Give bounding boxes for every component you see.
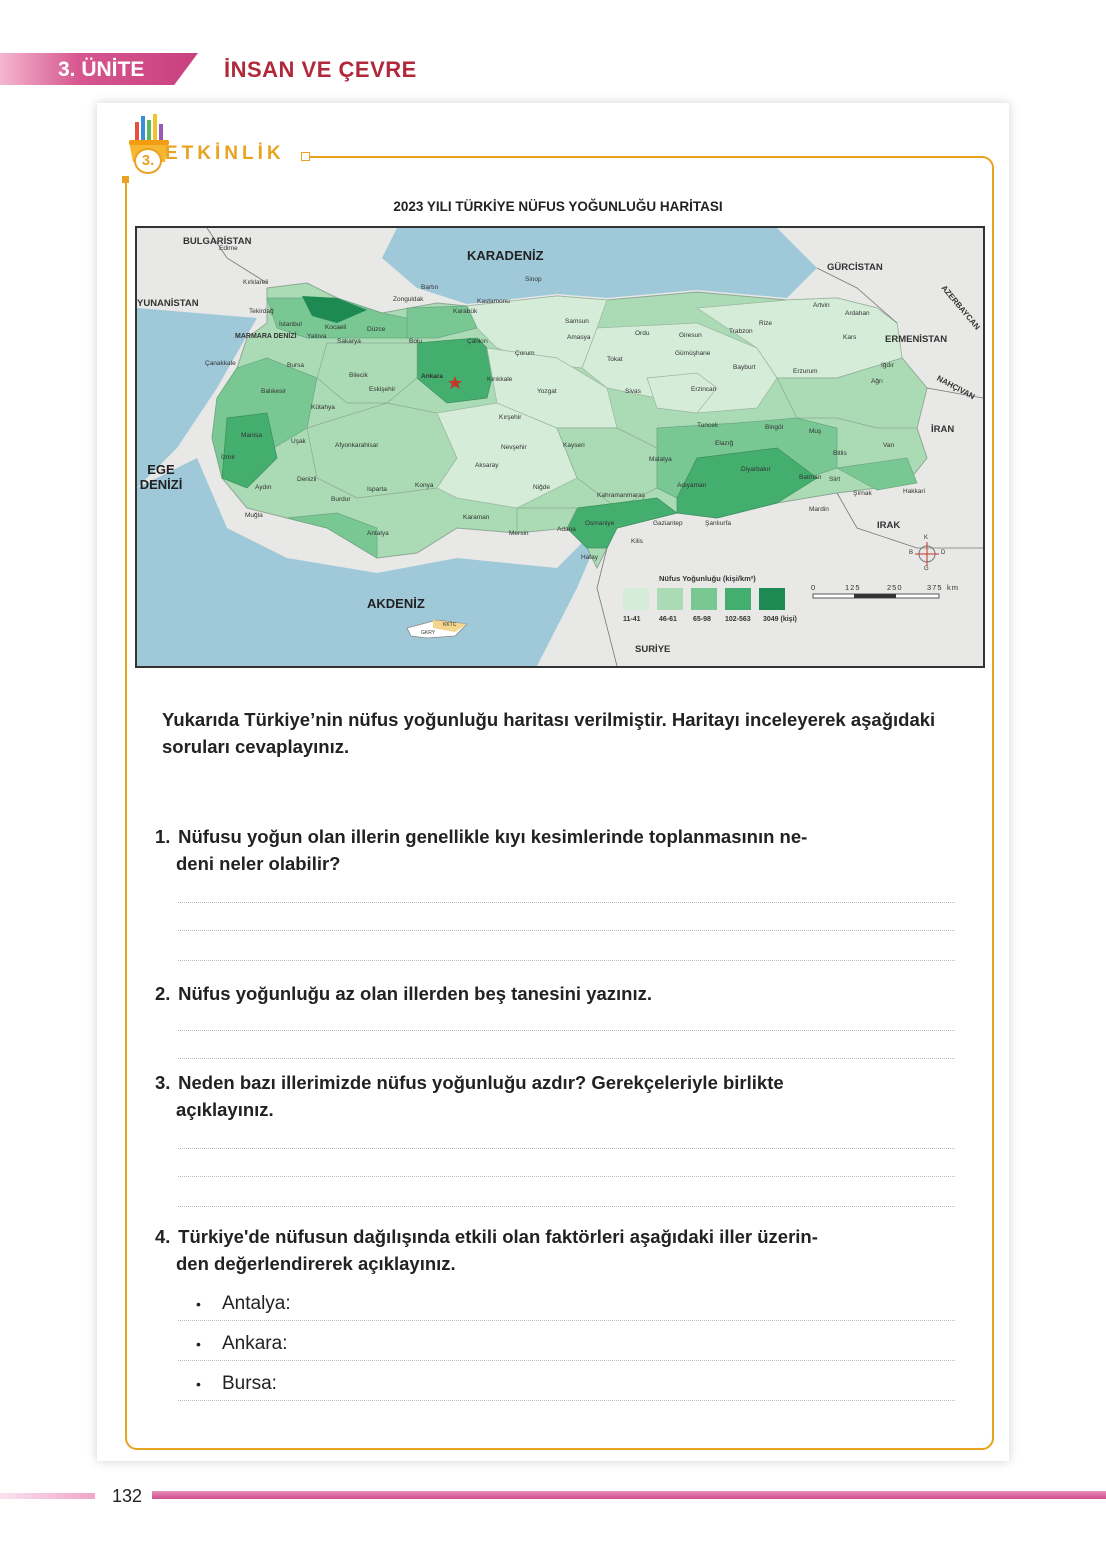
city-label: Van — [883, 442, 895, 449]
city-label: Siirt — [829, 476, 841, 483]
city-label: Erzincan — [691, 386, 717, 393]
city-label: Bolu — [409, 338, 423, 345]
city-label: Şırnak — [853, 490, 872, 497]
city-label: İzmir — [221, 454, 236, 461]
city-label: Uşak — [291, 438, 306, 445]
city-label: Ağrı — [871, 378, 883, 385]
city-label: Çanakkale — [205, 360, 236, 367]
legend-swatch — [759, 588, 785, 610]
city-label: Mardin — [809, 506, 829, 513]
unit-label: 3. ÜNİTE — [58, 58, 145, 81]
city-label: Amasya — [567, 334, 591, 341]
legend-label: 46-61 — [659, 616, 677, 623]
legend-swatch — [657, 588, 683, 610]
city-label: Denizli — [297, 476, 317, 483]
city-label: Afyonkarahisar — [335, 442, 379, 449]
city-label: Bingöl — [765, 424, 784, 431]
intro-text: Yukarıda Türkiye’nin nüfus yoğunluğu haritası verilmiştir. Haritayı inceleyerek aşağıdaki soruları cevaplayınız. — [162, 709, 936, 757]
city-label: Niğde — [533, 484, 550, 491]
compass-label: D — [941, 550, 946, 556]
country-label: IRAK — [877, 520, 901, 531]
map-title: 2023 YILI TÜRKİYE NÜFUS YOĞUNLUĞU HARİTASI — [393, 199, 723, 214]
city-label: Aydın — [255, 484, 272, 491]
city-label: Hakkari — [903, 488, 926, 495]
city-label: Tekirdağ — [249, 308, 274, 315]
question-2 — [155, 980, 963, 1007]
city-label: Kayseri — [563, 442, 585, 449]
city-label: İstanbul — [279, 321, 302, 328]
question-text: deni neler olabilir? — [176, 853, 341, 874]
city-label: Muş — [809, 428, 822, 435]
city-label: Elazığ — [715, 440, 734, 447]
legend-title: Nüfus Yoğunluğu (kişi/km²) — [659, 574, 756, 583]
sea-label: KARADENİZ — [467, 248, 544, 263]
bullet-item: • Bursa: — [196, 1373, 277, 1394]
answer-line[interactable] — [178, 1320, 955, 1321]
bullet-label: Bursa: — [222, 1373, 277, 1394]
city-label: Burdur — [331, 496, 351, 503]
city-label: Kocaeli — [325, 324, 347, 331]
city-label: Batman — [799, 474, 822, 481]
scale-tick: 250 — [887, 583, 903, 592]
city-label: Ordu — [635, 330, 650, 337]
city-label: Eskişehir — [369, 386, 396, 393]
city-label: Erzurum — [793, 368, 818, 375]
city-label: Yozgat — [537, 388, 557, 395]
answer-line[interactable] — [178, 1176, 955, 1177]
city-label: Karaman — [463, 514, 490, 521]
city-label: Bilecik — [349, 372, 368, 379]
city-label: Kırklareli — [243, 279, 269, 286]
bullet-label: Antalya: — [222, 1293, 291, 1314]
scale-tick: 125 — [845, 583, 861, 592]
question-number: 3. — [155, 1072, 171, 1093]
footer-line — [0, 1493, 95, 1499]
city-label: Mersin — [509, 530, 529, 537]
sea-label: EGE DENİZİ — [139, 462, 183, 492]
legend-label: 102-563 — [725, 616, 751, 623]
map-graphic — [137, 228, 983, 666]
city-label: Bitlis — [833, 450, 847, 457]
city-label: Artvin — [813, 302, 830, 309]
city-label: Çorum — [515, 350, 535, 357]
country-label: GÜRCİSTAN — [827, 262, 883, 273]
question-text: Nüfusu yoğun olan illerin genellikle kıyı kesimlerinde toplanmasının ne- — [178, 826, 808, 847]
activity-label: ETKİNLİK — [165, 143, 285, 164]
bullet-item: • Antalya: — [196, 1293, 291, 1314]
city-label: Ankara — [421, 373, 444, 380]
legend-label: 65-98 — [693, 616, 711, 623]
city-label: Konya — [415, 482, 434, 489]
frame-dot — [122, 176, 129, 183]
city-label: Antalya — [367, 530, 389, 537]
scale-tick: 375 — [927, 583, 943, 592]
city-label: Trabzon — [729, 328, 753, 335]
city-label: Tunceli — [697, 422, 718, 429]
answer-line[interactable] — [178, 960, 955, 961]
compass-label: G — [924, 566, 929, 572]
question-text: Nüfus yoğunluğu az olan illerden beş tanesini yazınız. — [178, 983, 653, 1004]
city-label: Çankırı — [467, 338, 488, 345]
question-3 — [155, 1069, 963, 1123]
question-number: 4. — [155, 1226, 171, 1247]
city-label: Sinop — [525, 276, 542, 283]
legend-swatch — [725, 588, 751, 610]
city-label: Adana — [557, 526, 576, 533]
city-label: Gümüşhane — [675, 350, 711, 357]
city-label: Kırıkkale — [487, 376, 513, 383]
city-label: GKRY — [421, 630, 436, 636]
country-label: ERMENİSTAN — [885, 334, 948, 345]
question-text: Türkiye'de nüfusun dağılışında etkili olan faktörleri aşağıdaki iller üzerin- — [178, 1226, 818, 1247]
city-label: Samsun — [565, 318, 589, 325]
city-label: Iğdır — [881, 362, 895, 369]
city-label: Edirne — [219, 245, 238, 252]
population-density-map — [135, 226, 985, 668]
page-number: 132 — [112, 1486, 143, 1506]
city-label: Şanlıurfa — [705, 520, 732, 527]
city-label: Kars — [843, 334, 857, 341]
country-label: NAHÇIVAN — [935, 373, 977, 402]
city-label: Tokat — [607, 356, 623, 363]
sea-label: AKDENİZ — [367, 596, 425, 611]
answer-line[interactable] — [178, 1148, 955, 1149]
city-label: Bartın — [421, 284, 439, 291]
activity-number: 3. — [134, 148, 162, 174]
city-label: Balıkesir — [261, 388, 286, 395]
question-text: Neden bazı illerimizde nüfus yoğunluğu azdır? Gerekçeleriyle birlikte — [178, 1072, 784, 1093]
question-4 — [155, 1223, 963, 1277]
city-label: Kırşehir — [499, 414, 522, 421]
city-label: Gaziantep — [653, 520, 683, 527]
sea-label: MARMARA DENİZİ — [235, 333, 297, 340]
activity-square — [301, 152, 310, 161]
question-number: 1. — [155, 826, 171, 847]
city-label: Hatay — [581, 554, 598, 561]
city-label: Aksaray — [475, 462, 499, 469]
city-label: Bursa — [287, 362, 304, 369]
answer-line[interactable] — [178, 1360, 955, 1361]
compass-label: K — [924, 535, 929, 541]
city-label: Kütahya — [311, 404, 335, 411]
country-label: BULGARİSTAN — [183, 236, 252, 247]
scale-unit: km — [947, 583, 959, 592]
city-label: Isparta — [367, 486, 387, 493]
question-1 — [155, 823, 963, 877]
scale-tick: 0 — [811, 583, 817, 592]
city-label: Sivas — [625, 388, 641, 395]
answer-line[interactable] — [178, 1206, 955, 1207]
bullet-label: Ankara: — [222, 1333, 288, 1354]
compass-label: B — [909, 550, 914, 556]
city-label: Düzce — [367, 326, 386, 333]
answer-line[interactable] — [178, 930, 955, 931]
legend-label: 11-41 — [623, 616, 641, 623]
city-label: Sakarya — [337, 338, 361, 345]
country-label: YUNANİSTAN — [137, 298, 199, 309]
city-label: Bayburt — [733, 364, 756, 371]
city-label: KKTC — [443, 622, 457, 628]
city-label: Giresun — [679, 332, 702, 339]
answer-line[interactable] — [178, 1400, 955, 1401]
city-label: Zonguldak — [393, 296, 424, 303]
city-label: Adıyaman — [677, 482, 707, 489]
question-text: açıklayınız. — [176, 1099, 274, 1120]
country-label: AZERBAYCAN — [939, 283, 982, 332]
legend-swatch — [623, 588, 649, 610]
city-label: Rize — [759, 320, 773, 327]
answer-line[interactable] — [178, 902, 955, 903]
city-label: Muğla — [245, 512, 263, 519]
bullet-item: • Ankara: — [196, 1333, 288, 1354]
city-label: Osmaniye — [585, 520, 615, 527]
legend-swatch — [691, 588, 717, 610]
unit-title: İNSAN VE ÇEVRE — [224, 57, 417, 82]
legend-label: 3049 (kişi) — [763, 616, 797, 623]
city-label: Kastamonu — [477, 298, 510, 305]
question-text: den değerlendirerek açıklayınız. — [176, 1253, 456, 1274]
city-label: Malatya — [649, 456, 672, 463]
city-label: Nevşehir — [501, 444, 527, 451]
answer-line[interactable] — [178, 1030, 955, 1031]
country-label: İRAN — [931, 424, 955, 435]
country-label: SURİYE — [635, 644, 671, 655]
question-number: 2. — [155, 983, 171, 1004]
footer-line — [152, 1491, 1106, 1499]
city-label: Yalova — [307, 333, 327, 340]
city-label: Kahramanmaraş — [597, 492, 646, 499]
city-label: Karabük — [453, 308, 478, 315]
city-label: Ardahan — [845, 310, 870, 317]
city-label: Diyarbakır — [741, 466, 771, 473]
city-label: Kilis — [631, 538, 643, 545]
answer-line[interactable] — [178, 1058, 955, 1059]
city-label: Manisa — [241, 432, 262, 439]
